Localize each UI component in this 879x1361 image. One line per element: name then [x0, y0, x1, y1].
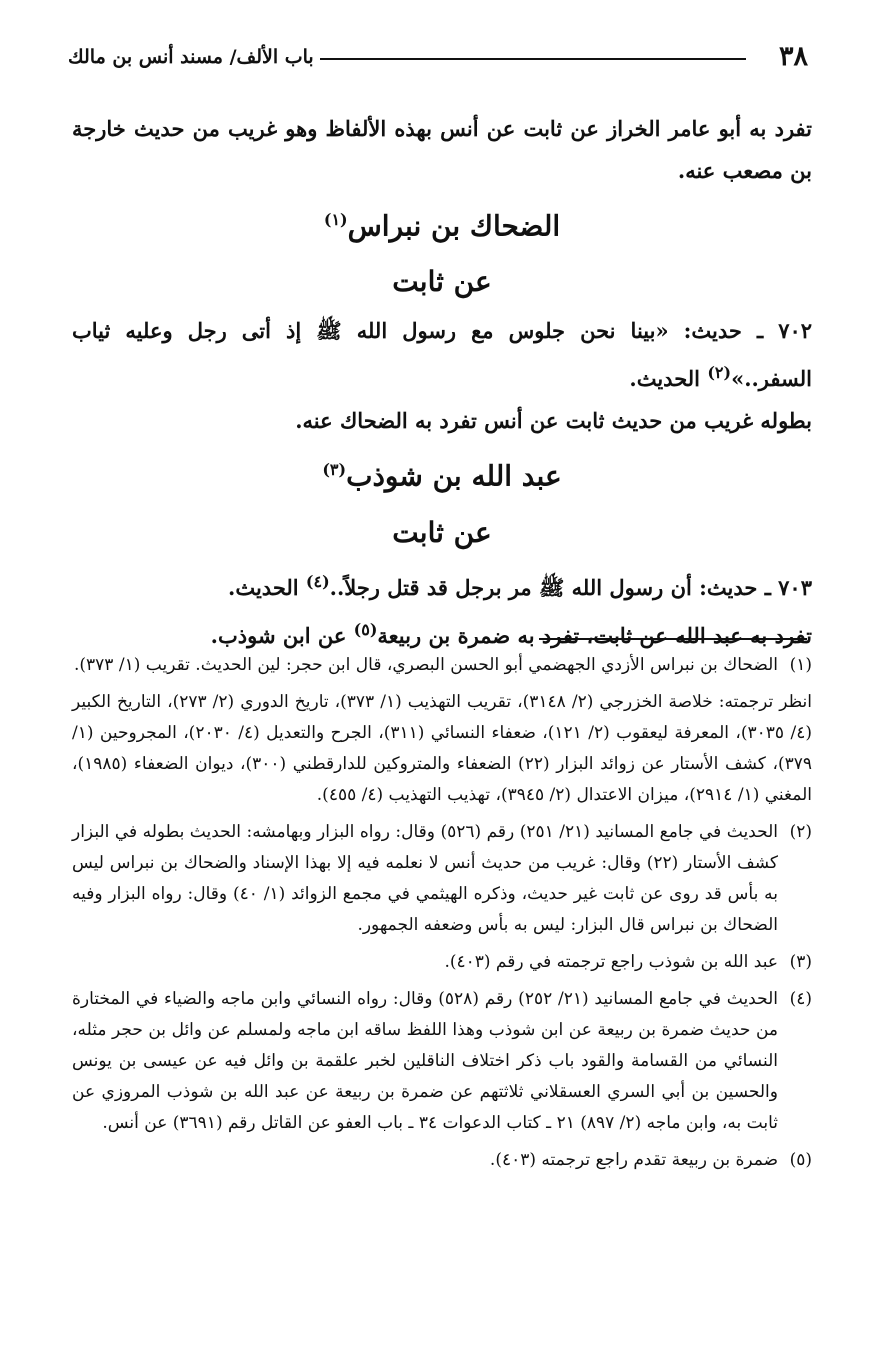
footnote-number: (٤) [789, 989, 812, 1009]
footnote-ref-3: (٣) [322, 460, 347, 480]
footnote-ref-4: (٤) [305, 571, 330, 591]
footnote-5 [72, 1145, 812, 1176]
intro-paragraph: تفرد به أبو عامر الخراز عن ثابت عن أنس بهذه الألفاظ وهو غريب من حديث خارجة بن مصعب عنه. [72, 116, 812, 183]
footnote-number: (٢) [789, 822, 812, 842]
section-heading-shawdhab [72, 442, 812, 504]
subheading-an-thabit: عن ثابت [392, 515, 492, 549]
hadith-702 [72, 310, 812, 400]
comment-part-a: تفرد به عبد الله عن ثابت، تفرد به ضمرة بن ربيعة [377, 622, 812, 648]
subheading-an-thabit: عن ثابت [392, 265, 492, 299]
footnote-4 [72, 984, 812, 1139]
footnotes [72, 650, 812, 1182]
hadith-text: أن رسول الله ﷺ مر برجل قد قتل رجلاً.. [329, 574, 692, 600]
footnote-text: ضمرة بن ربيعة تقدم راجع ترجمته (٤٠٣). [489, 1150, 778, 1170]
footnote-2 [72, 817, 812, 941]
comment-part-b: عن ابن شوذب. [210, 622, 347, 648]
hadith-end: الحديث. [629, 366, 700, 392]
page-number: ٣٨ [778, 41, 808, 72]
page-header [68, 40, 808, 74]
footnote-ref-5: (٥) [353, 619, 378, 639]
footnote-separator [539, 638, 807, 640]
comment-702: بطوله غريب من حديث ثابت عن أنس تفرد به الضحاك عنه. [295, 408, 812, 434]
footnote-3 [72, 947, 812, 978]
footnote-ref-2: (٢) [707, 363, 732, 383]
hadith-label: ٧٠٣ ـ حديث: [699, 574, 812, 600]
heading-text: الضحاك بن نبراس [347, 209, 561, 243]
main-text [72, 108, 812, 657]
hadith-end: الحديث. [228, 574, 299, 600]
footnote-1-continuation: انظر ترجمته: خلاصة الخزرجي (٢/ ٣١٤٨)، تقريب التهذيب (١/ ٣٧٣)، تاريخ الدوري (٢/ ٢٧٣)، التاريخ الكبير (٤/ ٣٠٣٥)، المعرفة ليعقوب (٢/ ١٢١)، ضعفاء النسائي (٣١١)، الجرح والتعديل (٤/ ٢٠٣٠)، المجروحين (١/ ٣٧٩)، كشف الأستار عن زوائد البزار (٢٢) الضعفاء والمتروكين للدارقطني (٣٠٠)، ديوان الضعفاء (١٩٨٥)، المغني (١/ ٢٩١٤)، ميزان الاعتدال (٢/ ٣٩٤٥)، تهذيب التهذيب (٤/ ٤٥٥). [72, 692, 812, 805]
footnote-number: (٥) [789, 1150, 812, 1170]
hadith-text: «بينا نحن جلوس مع رسول الله ﷺ إذ أتى رجل وعليه ثياب السفر..» [72, 318, 812, 392]
footnote-1 [72, 650, 812, 681]
footnote-text: عبد الله بن شوذب راجع ترجمته في رقم (٤٠٣). [444, 952, 778, 972]
footnote-number: (١) [789, 655, 812, 675]
footnote-ref-1: (١) [323, 210, 348, 229]
footnote-text: الحديث في جامع المسانيد (٢١/ ٢٥١) رقم (٥٢٦) وقال: رواه البزار وبهامشه: الحديث بطوله في البزار كشف الأستار (٢٢) وقال: غريب من حديث أنس لا نعلمه فيه إلا بهذا الإسناد والضحاك بن نبراس ليس به بأس قد روى عن ثابت غير حديث، وذكره الهيثمي في مجمع الزوائد (١/ ٤٠) وقال: رواه البزار وفيه الضحاك بن نبراس قال البزار: ليس به بأس وضعفه الجمهور. [72, 822, 778, 935]
footnote-text: الضحاك بن نبراس الأزدي الجهضمي أبو الحسن البصري، قال ابن حجر: لين الحديث. تقريب (١/ ٣٧٣). [74, 655, 778, 675]
footnote-number: (٣) [789, 952, 812, 972]
running-title: باب الألف/ مسند أنس بن مالك [68, 40, 320, 74]
footnote-text: الحديث في جامع المسانيد (٢١/ ٢٥٢) رقم (٥٢٨) وقال: رواه النسائي وابن ماجه والضياء في المختارة من حديث ضمرة بن ربيعة عن ابن شوذب وهذا اللفظ ساقه ابن ماجه ولمسلم عن وائل بن حجر مثله، النسائي من القسامة والقود باب ذكر اختلاف الناقلين لخبر علقمة بن وائل فيه عن عيسى بن يونس والحسين بن أبي السري العسقلاني ثلاثتهم عن ضمرة بن ربيعة عن عبد الله بن شوذب المروزي عن ثابت به، وابن ماجه (٢/ ٨٩٧) ٢١ ـ كتاب الدعوات ٣٤ ـ باب العفو عن القاتل رقم (٣٦٩١) عن أنس. [72, 989, 778, 1133]
hadith-703 [72, 561, 812, 609]
heading-text: عبد الله بن شوذب [346, 459, 562, 493]
section-heading-dahhak [72, 192, 812, 254]
hadith-label: ٧٠٢ ـ حديث: [683, 318, 813, 344]
